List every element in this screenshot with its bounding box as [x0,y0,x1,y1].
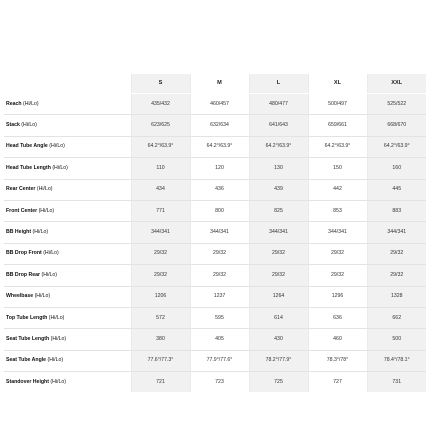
row-label-name: Seat Tube Angle [6,357,47,364]
cell-s: 64.2°/63.9° [131,136,190,157]
cell-m: 64.2°/63.9° [190,136,249,157]
cell-l: 480/477 [249,94,308,115]
cell-l: 439 [249,179,308,200]
cell-s: 721 [131,372,190,393]
cell-s: 344/341 [131,222,190,243]
row-label-name: Front Center [6,207,38,214]
row-label [4,94,131,115]
row-label-unit: (Hi/Lo) [21,121,37,128]
cell-s: 29/32 [131,243,190,264]
row-label-name: BB Drop Rear [6,271,41,278]
cell-xl: 29/32 [308,243,367,264]
size-header-s: S [131,74,190,94]
cell-xxl: 160 [367,158,426,179]
row-label [4,179,131,200]
cell-xxl: 731 [367,372,426,393]
table-row [4,94,426,115]
cell-s: 572 [131,307,190,328]
cell-s: 434 [131,179,190,200]
row-label-name: Top Tube Length [6,314,48,321]
row-label-name: Rear Center [6,186,36,193]
cell-l: 78.2°/77.9° [249,350,308,371]
cell-xl: 64.2°/63.9° [308,136,367,157]
row-label [4,329,131,350]
cell-xxl: 64.2°/63.9° [367,136,426,157]
row-label [4,200,131,221]
cell-l: 130 [249,158,308,179]
table-row [4,158,426,179]
cell-l: 725 [249,372,308,393]
table-row [4,200,426,221]
row-label [4,372,131,393]
row-label-unit: (Hi/Lo) [50,378,66,385]
cell-l: 430 [249,329,308,350]
cell-m: 436 [190,179,249,200]
cell-s: 77.6°/77.3° [131,350,190,371]
cell-l: 641/643 [249,115,308,136]
row-label [4,350,131,371]
cell-xl: 659/661 [308,115,367,136]
cell-m: 632/634 [190,115,249,136]
cell-xl: 150 [308,158,367,179]
cell-m: 723 [190,372,249,393]
cell-m: 344/341 [190,222,249,243]
row-label-unit: (Hi/Lo) [36,186,53,193]
size-header-m: M [190,74,249,94]
table-row [4,372,426,393]
cell-s: 110 [131,158,190,179]
cell-m: 29/32 [190,265,249,286]
row-label-unit: (Hi/Lo) [48,314,65,321]
table-row [4,329,426,350]
cell-s: 1206 [131,286,190,307]
row-label-unit: (Hi/Lo) [34,293,51,300]
cell-m: 120 [190,158,249,179]
cell-s: 29/32 [131,265,190,286]
cell-xl: 636 [308,307,367,328]
cell-l: 29/32 [249,265,308,286]
header-corner [4,74,131,94]
table-row [4,136,426,157]
cell-s: 771 [131,200,190,221]
cell-xxl: 668/670 [367,115,426,136]
cell-xxl: 500 [367,329,426,350]
cell-xxl: 445 [367,179,426,200]
row-label-unit: (Hi/Lo) [41,271,58,278]
table-row [4,243,426,264]
row-label-name: Wheelbase [6,293,34,300]
cell-xl: 442 [308,179,367,200]
cell-s: 380 [131,329,190,350]
cell-xl: 460 [308,329,367,350]
cell-xxl: 525/522 [367,94,426,115]
table-row [4,179,426,200]
row-label-name: Head Tube Length [6,164,51,171]
size-header-xxl: XXL [367,74,426,94]
cell-m: 77.9°/77.6° [190,350,249,371]
row-label-unit: (Hi/Lo) [47,357,64,364]
cell-xl: 1296 [308,286,367,307]
row-label-unit: (Hi/Lo) [50,335,67,342]
row-label-unit: (Hi/Lo) [43,250,59,257]
row-label-name: Seat Tube Length [6,335,50,342]
cell-xxl: 29/32 [367,265,426,286]
cell-s: 435/432 [131,94,190,115]
cell-m: 595 [190,307,249,328]
cell-xl: 344/341 [308,222,367,243]
cell-m: 800 [190,200,249,221]
table-row [4,115,426,136]
table-row [4,286,426,307]
cell-xl: 78.3°/78° [308,350,367,371]
row-label-unit: (Hi/Lo) [23,100,39,107]
cell-l: 825 [249,200,308,221]
row-label-unit: (Hi/Lo) [32,228,49,235]
row-label-unit: (Hi/Lo) [49,143,65,150]
row-label [4,243,131,264]
table-row [4,350,426,371]
row-label [4,136,131,157]
row-label-name: Stack [6,121,20,128]
row-label [4,158,131,179]
row-label [4,307,131,328]
cell-xxl: 344/341 [367,222,426,243]
size-header-row [4,74,426,94]
cell-m: 405 [190,329,249,350]
cell-l: 1264 [249,286,308,307]
geometry-table [4,74,426,392]
cell-xxl: 1328 [367,286,426,307]
geometry-table-container [4,74,426,392]
cell-m: 460/457 [190,94,249,115]
size-header-l: L [249,74,308,94]
table-row [4,222,426,243]
cell-xl: 727 [308,372,367,393]
table-row [4,265,426,286]
cell-m: 29/32 [190,243,249,264]
cell-xl: 853 [308,200,367,221]
cell-l: 29/32 [249,243,308,264]
row-label-name: Head Tube Angle [6,143,48,150]
cell-xxl: 78.4°/78.1° [367,350,426,371]
row-label-unit: (Hi/Lo) [52,164,68,171]
row-label-name: Standover Height [6,378,49,385]
table-row [4,307,426,328]
cell-xxl: 29/32 [367,243,426,264]
cell-s: 623/625 [131,115,190,136]
row-label [4,286,131,307]
row-label-name: Reach [6,100,22,107]
cell-xxl: 662 [367,307,426,328]
row-label-name: BB Height [6,228,32,235]
row-label [4,265,131,286]
row-label-name: BB Drop Front [6,250,42,257]
row-label [4,115,131,136]
cell-l: 64.2°/63.9° [249,136,308,157]
cell-xxl: 883 [367,200,426,221]
size-header-xl: XL [308,74,367,94]
cell-l: 614 [249,307,308,328]
cell-l: 344/341 [249,222,308,243]
cell-xl: 29/32 [308,265,367,286]
row-label [4,222,131,243]
cell-xl: 500/497 [308,94,367,115]
cell-m: 1237 [190,286,249,307]
row-label-unit: (Hi/Lo) [38,207,55,214]
